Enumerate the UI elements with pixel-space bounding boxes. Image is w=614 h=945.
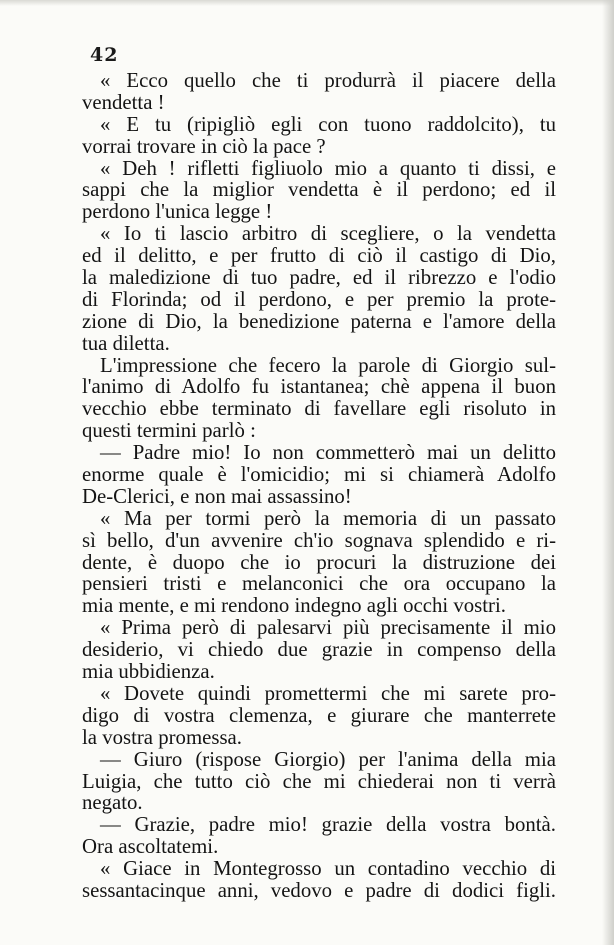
text-line: « Prima però di palesarvi più precisamente il mio [100, 616, 556, 640]
text-line: negato. [82, 791, 143, 815]
text-line: Ora ascoltatemi. [82, 835, 219, 859]
text-line: « Deh ! rifletti figliuolo mio a quanto ti dissi, e [100, 156, 556, 180]
text-line: Luigia, che tutto ciò che mi chiederai non ti verrà [82, 769, 556, 793]
text-line: la maledizione di tuo padre, ed il ribrezzo e l'odio [82, 266, 556, 290]
text-line: l'animo di Adolfo fu istantanea; chè appena il buon [82, 375, 556, 399]
text-line: vecchio ebbe terminato di favellare egli risoluto in [82, 397, 556, 421]
text-line: la vostra promessa. [82, 725, 242, 749]
text-line: mia mente, e mi rendono indegno agli occhi vostri. [82, 594, 506, 618]
text-line: « Io ti lascio arbitro di scegliere, o la vendetta [100, 222, 556, 246]
text-line: mia ubbidienza. [82, 660, 215, 684]
page-number: 42 [90, 44, 119, 66]
text-line: sì bello, d'un avvenire ch'io sognava splendido e ri- [82, 528, 556, 552]
text-line: ed il delitto, e per frutto di ciò il castigo di Dio, [82, 244, 556, 268]
text-line: di Florinda; od il perdono, e per premio la prote- [82, 287, 556, 311]
text-line: tua diletta. [82, 331, 170, 355]
text-line: « Dovete quindi promettermi che mi sarete pro- [100, 681, 556, 705]
text-line: vorrai trovare in ciò la pace ? [82, 134, 326, 158]
page-edge-shadow-top [0, 0, 614, 6]
text-line: sappi che la miglior vendetta è il perdono; ed il [82, 178, 556, 202]
text-line: « Ma per tormi però la memoria di un passato [100, 506, 556, 530]
text-line: — Padre mio! Io non commetterò mai un delitto [100, 441, 556, 465]
text-line: « E tu (ripigliò egli con tuono raddolcito), tu [100, 112, 556, 136]
text-line: sessantacinque anni, vedovo e padre di dodici figli. [82, 878, 556, 902]
text-line: — Giuro (rispose Giorgio) per l'anima della mia [100, 747, 556, 771]
text-line: « Ecco quello che ti produrrà il piacere della [100, 69, 556, 92]
text-line: enorme quale è l'omicidio; mi si chiamerà Adolfo [82, 463, 556, 487]
text-line: desiderio, vi chiedo due grazie in compenso della [82, 638, 556, 662]
text-line: pensieri tristi e melanconici che ora occupano la [82, 572, 556, 596]
text-line: perdono l'unica legge ! [82, 200, 273, 224]
text-line: dente, è duopo che io procuri la distruzione dei [82, 550, 556, 574]
text-line: De-Clerici, e non mai assassino! [82, 484, 352, 508]
text-line: L'impressione che fecero la parole di Giorgio sul- [100, 353, 556, 377]
text-line: — Grazie, padre mio! grazie della vostra bontà. [100, 813, 556, 837]
body-text [82, 70, 556, 902]
text-line: vendetta ! [82, 90, 165, 114]
text-line: zione di Dio, la benedizione paterna e l'amore della [82, 309, 556, 333]
page-edge-shadow-right [602, 0, 614, 945]
text-line: « Giace in Montegrosso un contadino vecchio di [100, 857, 556, 881]
text-line: questi termini parlò : [82, 419, 256, 443]
text-line: digo di vostra clemenza, e giurare che manterrete [82, 703, 556, 727]
